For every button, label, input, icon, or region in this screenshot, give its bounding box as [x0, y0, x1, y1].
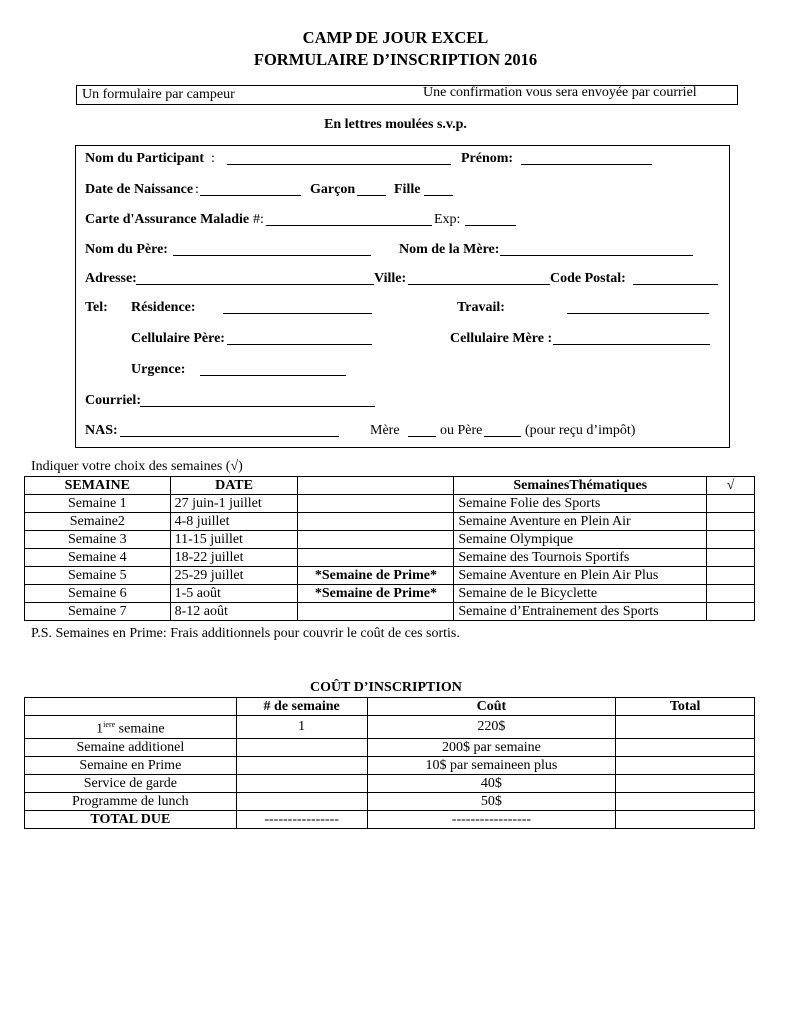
email-label: Courriel:	[85, 393, 141, 408]
week-cell: Semaine2	[25, 513, 171, 531]
form-subtitle: FORMULAIRE D’INSCRIPTION 2016	[253, 50, 538, 69]
header-themes: SemainesThématiques	[454, 477, 707, 495]
total-field[interactable]	[616, 774, 755, 792]
theme-cell: Semaine de le Bicyclette	[454, 585, 707, 603]
prime-cell: *Semaine de Prime*	[298, 567, 454, 585]
prime-cell	[298, 495, 454, 513]
father-check-field[interactable]	[484, 436, 521, 437]
table-row	[25, 549, 755, 567]
date-cell: 1-5 août	[170, 585, 298, 603]
tax-receipt-note: (pour reçu d’impôt)	[525, 423, 636, 438]
date-cell: 18-22 juillet	[170, 549, 298, 567]
exp-label: Exp:	[434, 212, 461, 227]
cell-mother-label: Cellulaire Mère :	[450, 331, 553, 346]
week-cell: Semaine 3	[25, 531, 171, 549]
header-blank	[298, 477, 454, 495]
residence-field[interactable]	[223, 313, 372, 314]
health-card-hash: #:	[253, 212, 264, 227]
total-row	[25, 810, 755, 828]
postal-code-field[interactable]	[633, 284, 718, 285]
participant-name-label: Nom du Participant	[85, 151, 204, 166]
prime-cell	[298, 531, 454, 549]
nas-label: NAS:	[85, 423, 118, 438]
week-check-box[interactable]	[707, 585, 755, 603]
week-check-box[interactable]	[707, 531, 755, 549]
header-week: SEMAINE	[25, 477, 171, 495]
city-label: Ville:	[374, 271, 407, 286]
count-field[interactable]	[236, 774, 367, 792]
table-row	[25, 495, 755, 513]
theme-cell: Semaine des Tournois Sportifs	[454, 549, 707, 567]
email-field[interactable]	[140, 406, 375, 407]
table-row	[25, 774, 755, 792]
father-name-label: Nom du Père:	[85, 242, 168, 257]
mother-check-field[interactable]	[408, 436, 436, 437]
prime-cell	[298, 603, 454, 621]
first-name-field[interactable]	[521, 164, 652, 165]
prime-cell	[298, 513, 454, 531]
total-field[interactable]	[616, 716, 755, 739]
form-title: CAMP DE JOUR EXCEL	[302, 28, 489, 47]
weeks-instruction: Indiquer votre choix des semaines (√)	[31, 459, 243, 474]
first-week-cost: 220$	[367, 716, 616, 739]
first-name-label: Prénom:	[461, 151, 514, 166]
week-cell: Semaine 1	[25, 495, 171, 513]
week-cell: Semaine 6	[25, 585, 171, 603]
mother-short-label: Mère	[370, 423, 400, 438]
exp-field[interactable]	[465, 225, 516, 226]
week-cell: Semaine 4	[25, 549, 171, 567]
cell-mother-field[interactable]	[553, 344, 710, 345]
postal-code-label: Code Postal:	[550, 271, 626, 286]
girl-label: Fille	[394, 182, 421, 197]
one-form-note: Un formulaire par campeur	[82, 87, 235, 102]
print-note: En lettres moulées s.v.p.	[324, 117, 467, 132]
week-check-box[interactable]	[707, 495, 755, 513]
table-row	[25, 585, 755, 603]
cost-header-cost: Coût	[367, 698, 616, 716]
mother-name-label: Nom de la Mère:	[399, 242, 500, 257]
theme-cell: Semaine Aventure en Plein Air Plus	[454, 567, 707, 585]
city-field[interactable]	[408, 284, 550, 285]
confirmation-note: Une confirmation vous sera envoyée par courriel	[423, 85, 697, 100]
health-card-field[interactable]	[266, 225, 432, 226]
date-cell: 27 juin-1 juillet	[170, 495, 298, 513]
cost-item-label: Programme de lunch	[25, 792, 237, 810]
count-field[interactable]	[236, 756, 367, 774]
header-date: DATE	[170, 477, 298, 495]
count-field[interactable]	[236, 792, 367, 810]
father-name-field[interactable]	[173, 255, 371, 256]
cost-header-blank	[25, 698, 237, 716]
tel-label: Tel:	[85, 300, 108, 315]
total-dashes-cost: -----------------	[367, 810, 616, 828]
emergency-field[interactable]	[200, 375, 346, 376]
theme-cell: Semaine d’Entrainement des Sports	[454, 603, 707, 621]
cost-item-label: Service de garde	[25, 774, 237, 792]
theme-cell: Semaine Aventure en Plein Air	[454, 513, 707, 531]
work-field[interactable]	[567, 313, 709, 314]
address-field[interactable]	[136, 284, 374, 285]
cost-item-price: 200$ par semaine	[367, 738, 616, 756]
week-cell: Semaine 7	[25, 603, 171, 621]
prime-cell: *Semaine de Prime*	[298, 585, 454, 603]
birth-colon: :	[195, 182, 199, 197]
participant-colon: :	[211, 151, 215, 166]
total-due-label: TOTAL DUE	[25, 810, 237, 828]
count-field[interactable]	[236, 738, 367, 756]
total-field[interactable]	[616, 792, 755, 810]
or-father-label: ou Père	[440, 423, 483, 438]
cell-father-label: Cellulaire Père:	[131, 331, 225, 346]
emergency-label: Urgence:	[131, 362, 186, 377]
table-row	[25, 738, 755, 756]
prime-weeks-note: P.S. Semaines en Prime: Frais additionnels pour couvrir le coût de ces sortis.	[31, 626, 460, 641]
cost-header-row	[25, 698, 755, 716]
cost-header-total: Total	[616, 698, 755, 716]
date-cell: 11-15 juillet	[170, 531, 298, 549]
birth-date-label: Date de Naissance	[85, 182, 194, 197]
table-row	[25, 792, 755, 810]
cost-item-label: Semaine additionel	[25, 738, 237, 756]
total-dashes-count: ----------------	[236, 810, 367, 828]
info-box	[76, 85, 738, 105]
mother-name-field[interactable]	[500, 255, 693, 256]
cost-header-count: # de semaine	[236, 698, 367, 716]
table-row	[25, 756, 755, 774]
theme-cell: Semaine Folie des Sports	[454, 495, 707, 513]
cost-item-price: 10$ par semaineen plus	[367, 756, 616, 774]
date-cell: 25-29 juillet	[170, 567, 298, 585]
weeks-table	[24, 476, 755, 621]
cost-item-price: 40$	[367, 774, 616, 792]
table-row	[25, 513, 755, 531]
header-check: √	[707, 477, 755, 495]
table-row	[25, 716, 755, 739]
week-check-box[interactable]	[707, 603, 755, 621]
cost-item-label: Semaine en Prime	[25, 756, 237, 774]
birth-date-field[interactable]	[200, 195, 301, 196]
address-label: Adresse:	[85, 271, 137, 286]
table-row	[25, 531, 755, 549]
residence-label: Résidence:	[131, 300, 196, 315]
work-label: Travail:	[457, 300, 505, 315]
theme-cell: Semaine Olympique	[454, 531, 707, 549]
date-cell: 8-12 août	[170, 603, 298, 621]
table-row	[25, 603, 755, 621]
weeks-header-row	[25, 477, 755, 495]
week-check-box[interactable]	[707, 567, 755, 585]
week-cell: Semaine 5	[25, 567, 171, 585]
week-check-box[interactable]	[707, 549, 755, 567]
cell-father-field[interactable]	[227, 344, 372, 345]
total-field[interactable]	[616, 756, 755, 774]
nas-field[interactable]	[120, 436, 339, 437]
health-card-label: Carte d'Assurance Maladie	[85, 212, 250, 227]
week-check-box[interactable]	[707, 513, 755, 531]
first-week-label: $1^{iere}$ semaine	[25, 716, 237, 739]
total-field[interactable]	[616, 738, 755, 756]
cost-title: COÛT D’INSCRIPTION	[310, 680, 462, 695]
boy-label: Garçon	[310, 182, 356, 197]
first-week-count: 1	[236, 716, 367, 739]
cost-table	[24, 697, 755, 829]
table-row	[25, 567, 755, 585]
girl-field[interactable]	[424, 195, 453, 196]
boy-field[interactable]	[357, 195, 386, 196]
grand-total-field[interactable]	[616, 810, 755, 828]
participant-name-field[interactable]	[227, 164, 451, 165]
cost-item-price: 50$	[367, 792, 616, 810]
date-cell: 4-8 juillet	[170, 513, 298, 531]
prime-cell	[298, 549, 454, 567]
